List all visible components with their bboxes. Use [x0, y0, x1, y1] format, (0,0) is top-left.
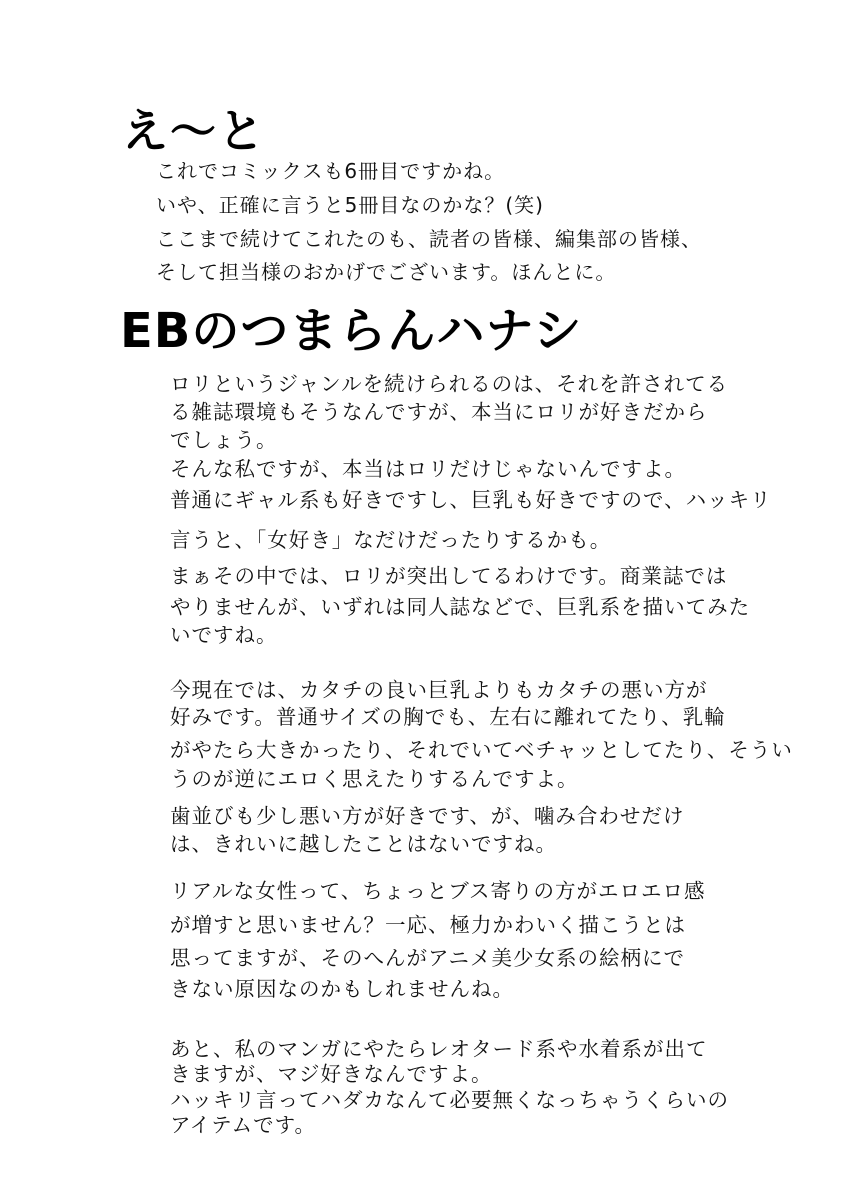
talk-line: 普通にギャル系も好きですし、巨乳も好きですので、ハッキリ: [170, 488, 772, 512]
talk-line: そんな私ですが、本当はロリだけじゃないんですよ。: [170, 457, 686, 481]
intro-line: これでコミックスも6冊目ですかね。: [156, 159, 506, 183]
talk-line: が増すと思いません？一応、極力かわいく描こうとは: [170, 913, 686, 937]
talk-heading: EBのつまらんハナシ: [120, 303, 583, 359]
talk-line: 今現在では、カタチの良い巨乳よりもカタチの悪い方が: [170, 678, 708, 702]
talk-line: アイテムです。: [170, 1113, 316, 1137]
intro-heading: え〜と: [122, 104, 266, 158]
talk-line: 思ってますが、そのへんがアニメ美少女系の絵柄にで: [170, 946, 685, 970]
talk-line: やりませんが、いずれは同人誌などで、巨乳系を描いてみた: [170, 595, 751, 619]
intro-line: ここまで続けてこれたのも、読者の皆様、編集部の皆様、: [156, 227, 702, 251]
talk-line: 歯並びも少し悪い方が好きです、が、噛み合わせだけ: [170, 804, 685, 828]
talk-line: いですね。: [170, 623, 278, 647]
talk-line: きますが、マジ好きなんですよ。: [170, 1062, 493, 1086]
talk-line: リアルな女性って、ちょっとブス寄りの方がエロエロ感: [170, 879, 706, 903]
talk-line: うのが逆にエロく思えたりするんですよ。: [170, 767, 579, 791]
talk-line: 言うと、「女好き」なだけだったりするかも。: [170, 528, 612, 552]
talk-line: ロリというジャンルを続けられるのは、それを許されてる: [170, 372, 729, 396]
intro-line: いや、正確に言うと5冊目なのかな？(笑): [156, 193, 544, 217]
talk-line: まぁその中では、ロリが突出してるわけです。商業誌では: [170, 564, 728, 588]
talk-line: がやたら大きかったり、それでいてベチャッとしてたり、そうい: [170, 738, 793, 762]
talk-line: きない原因なのかもしれませんね。: [170, 977, 514, 1001]
talk-line: でしょう。: [170, 428, 278, 452]
talk-line: あと、私のマンガにやたらレオタード系や水着系が出て: [170, 1037, 708, 1061]
talk-line: ハッキリ言ってハダカなんて必要無くなっちゃうくらいの: [170, 1088, 729, 1112]
talk-line: は、きれいに越したことはないですね。: [170, 832, 557, 856]
talk-line: 好みです。普通サイズの胸でも、左右に離れてたり、乳輪: [170, 705, 726, 729]
talk-line: る雑誌環境もそうなんですが、本当にロリが好きだから: [170, 400, 708, 424]
intro-line: そして担当様のおかげでございます。ほんとに。: [156, 260, 617, 284]
